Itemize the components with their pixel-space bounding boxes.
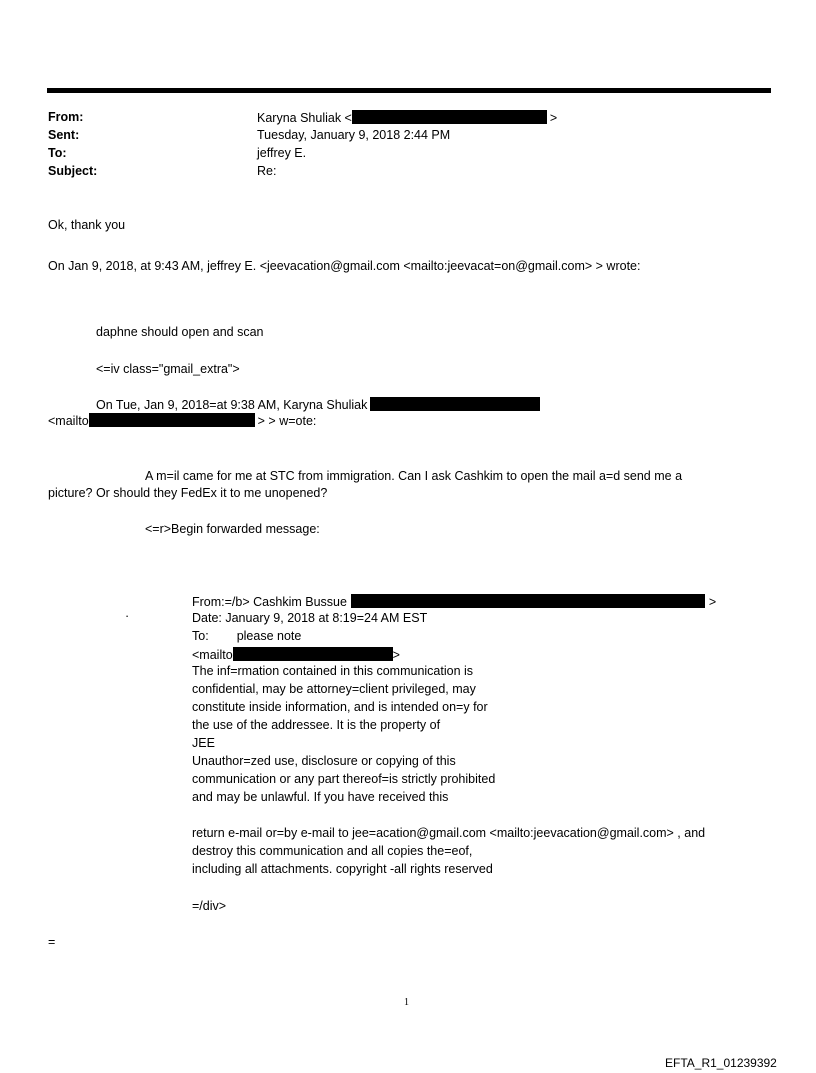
quote-intro: On Jan 9, 2018, at 9:43 AM, jeffrey E. <jeevacation@gmail.com <mailto:jeevacat=on@gmail.com> > wrote: bbox=[48, 259, 641, 273]
fwd-from-line bbox=[192, 594, 716, 610]
disclaimer-line: Unauthor=zed use, disclosure or copying of this bbox=[192, 754, 456, 768]
fwd-to-label: To: bbox=[192, 629, 209, 643]
stray-dot: · bbox=[125, 609, 130, 623]
fwd-from-close: > bbox=[708, 595, 717, 609]
tue-intro bbox=[96, 397, 540, 413]
disclaimer-line: return e-mail or=by e-mail to jee=acation@gmail.com <mailto:jeevacation@gmail.com> , and bbox=[192, 826, 706, 840]
begin-forwarded: <=r>Begin forwarded message: bbox=[145, 522, 320, 536]
redaction-bar bbox=[370, 397, 540, 411]
equals-sign: = bbox=[48, 935, 56, 949]
from-label: From: bbox=[48, 110, 84, 124]
page-number: 1 bbox=[404, 997, 409, 1008]
gmail-extra-text: <=iv class="gmail_extra"> bbox=[96, 362, 240, 376]
to-label: To: bbox=[48, 146, 67, 160]
document-id: EFTA_R1_01239392 bbox=[665, 1056, 777, 1070]
redaction-bar bbox=[352, 110, 547, 124]
disclaimer-line: constitute inside information, and is intended on=y for bbox=[192, 700, 488, 714]
mailto-line bbox=[48, 413, 316, 429]
disclaimer-line: and may be unlawful. If you have received this bbox=[192, 790, 449, 804]
wrote-text: > > w=ote: bbox=[257, 414, 317, 428]
disclaimer-line: including all attachments. copyright -all rights reserved bbox=[192, 862, 493, 876]
subject-value: Re: bbox=[257, 164, 277, 178]
disclaimer-line: The inf=rmation contained in this communication is bbox=[192, 664, 474, 678]
sent-label: Sent: bbox=[48, 128, 80, 142]
mail-line-2: picture? Or should they FedEx it to me unopened? bbox=[48, 486, 328, 500]
redaction-bar bbox=[351, 594, 705, 608]
header-rule bbox=[47, 88, 771, 93]
disclaimer-line: the use of the addressee. It is the property of bbox=[192, 718, 441, 732]
disclaimer-block-2 bbox=[192, 826, 705, 880]
disclaimer-line: destroy this communication and all copies the=eof, bbox=[192, 844, 473, 858]
fwd-to-line bbox=[192, 629, 301, 644]
subject-label: Subject: bbox=[48, 164, 98, 178]
disclaimer-line: JEE bbox=[192, 736, 215, 750]
redaction-bar bbox=[89, 413, 255, 427]
from-close: > bbox=[549, 111, 558, 125]
from-name: Karyna Shuliak < bbox=[257, 111, 352, 125]
disclaimer-line: communication or any part thereof=is strictly prohibited bbox=[192, 772, 496, 786]
to-value: jeffrey E. bbox=[257, 146, 307, 160]
fwd-mailto-line bbox=[192, 647, 400, 663]
tue-intro-text: On Tue, Jan 9, 2018=at 9:38 AM, Karyna Shuliak bbox=[96, 398, 368, 412]
fwd-mailto-prefix: <mailto bbox=[192, 648, 233, 662]
redaction-bar bbox=[233, 647, 393, 661]
daphne-text: daphne should open and scan bbox=[96, 325, 264, 339]
mail-line-1: A m=il came for me at STC from immigration. Can I ask Cashkim to open the mail a=d send me a bbox=[145, 469, 683, 483]
disclaimer-block-1 bbox=[192, 664, 495, 808]
from-value bbox=[257, 110, 557, 126]
fwd-to-value: please note bbox=[236, 629, 302, 643]
fwd-date: Date: January 9, 2018 at 8:19=24 AM EST bbox=[192, 611, 428, 625]
reply-text: Ok, thank you bbox=[48, 218, 126, 232]
fwd-mailto-close: > bbox=[392, 648, 400, 662]
disclaimer-line: confidential, may be attorney=client privileged, may bbox=[192, 682, 476, 696]
sent-value: Tuesday, January 9, 2018 2:44 PM bbox=[257, 128, 451, 142]
mailto-prefix: <mailto bbox=[48, 414, 89, 428]
end-div-text: =/div> bbox=[192, 899, 227, 913]
fwd-from-text: From:=/b> Cashkim Bussue bbox=[192, 595, 347, 609]
